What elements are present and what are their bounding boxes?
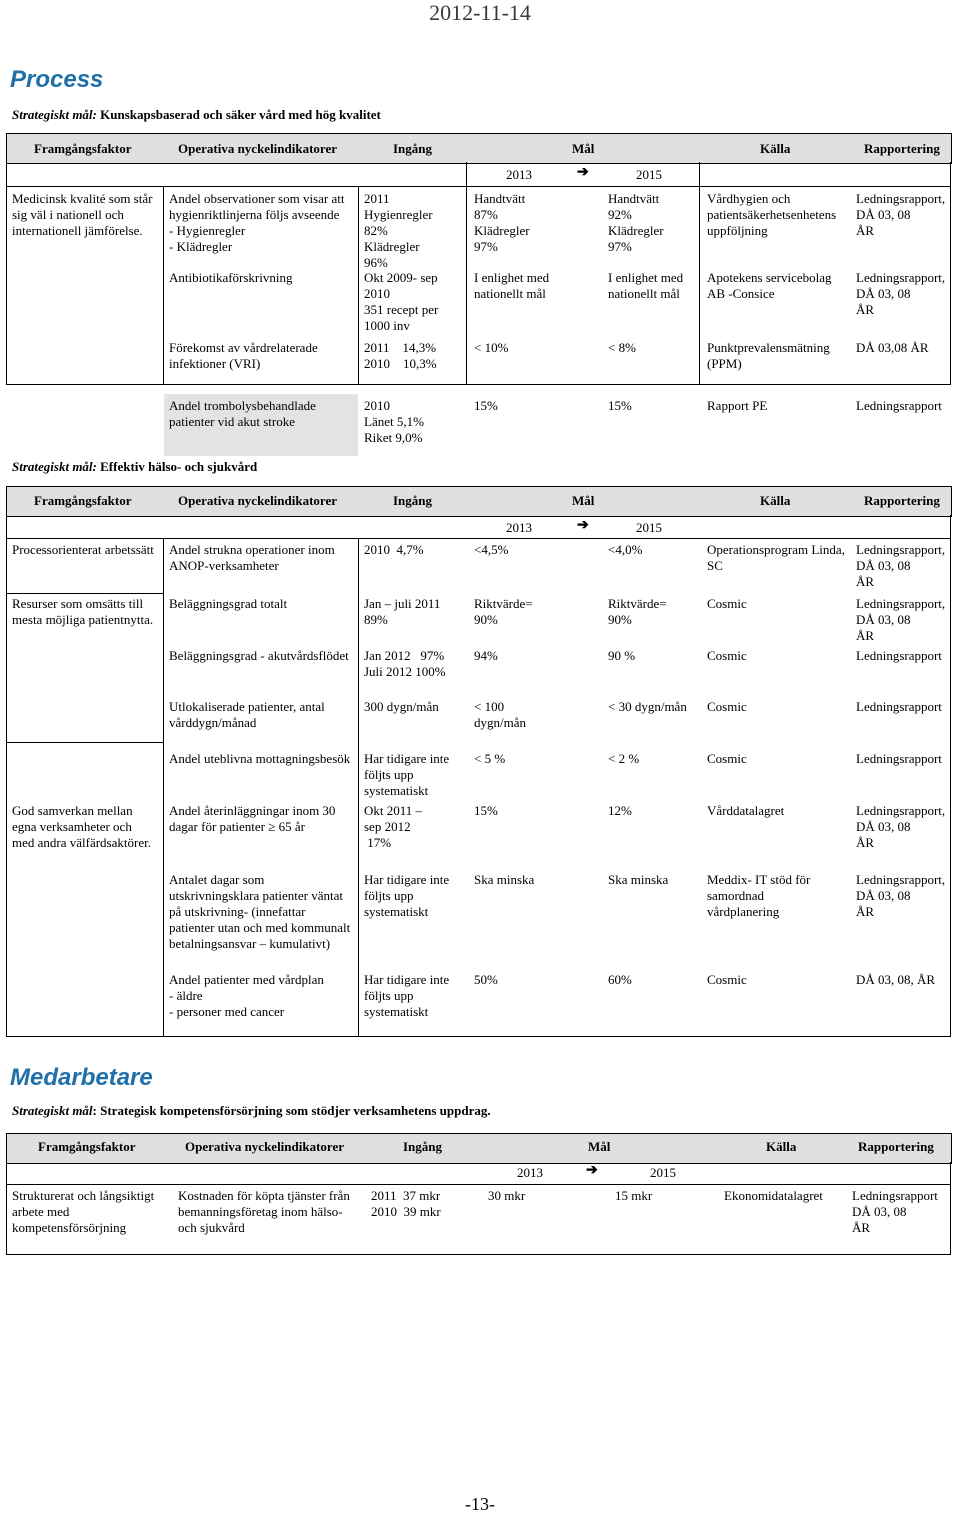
year-2015: 2015 bbox=[636, 167, 662, 182]
arrow-right-icon: ➔ bbox=[577, 165, 589, 180]
goal2013-stroke: 15% bbox=[474, 398, 498, 413]
rule bbox=[950, 515, 951, 1036]
factor-resources: Resurser som omsätts till mesta möjliga patientnytta. bbox=[12, 596, 154, 627]
indicator-stroke: Andel trombolysbehandlade patienter vid akut stroke bbox=[169, 398, 316, 429]
goal-prefix: Strategiskt mål: bbox=[12, 459, 97, 474]
report-staffing-cost: Ledningsrapport DÅ 03, 08 ÅR bbox=[852, 1188, 938, 1235]
report-cancelled-ops: Ledningsrapport, DÅ 03, 08 ÅR bbox=[856, 542, 946, 589]
indicator-antibiotics: Antibiotikaförskrivning bbox=[169, 270, 293, 285]
header-input: Ingång bbox=[403, 1139, 443, 1154]
goal2013-occupancy: Riktvärde= 90% bbox=[474, 596, 533, 627]
source-hygiene: Vårdhygien och patientsäkerhetsenhetens uppföljning bbox=[707, 191, 837, 238]
header-goal: Mål bbox=[588, 1139, 611, 1154]
rule bbox=[699, 162, 700, 384]
goal2015-missed-visits: < 2 % bbox=[608, 751, 640, 766]
header-source: Källa bbox=[766, 1139, 797, 1154]
input-stroke: 2010 Länet 5,1% Riket 9,0% bbox=[364, 398, 424, 445]
goal2013-outplaced: < 100 dygn/mån bbox=[474, 699, 526, 730]
source-occupancy: Cosmic bbox=[707, 596, 747, 611]
report-readmissions: Ledningsrapport, DÅ 03, 08 ÅR bbox=[856, 803, 946, 850]
rule bbox=[6, 1036, 951, 1037]
goal2013-staffing-cost: 30 mkr bbox=[488, 1188, 526, 1203]
header-input: Ingång bbox=[393, 493, 433, 508]
header-factor: Framgångsfaktor bbox=[34, 493, 132, 508]
indicator-vri: Förekomst av vårdrelaterade infektioner (VRI) bbox=[169, 340, 318, 371]
report-acute-occupancy: Ledningsrapport bbox=[856, 648, 942, 663]
factor-competence: Strukturerat och långsiktigt arbete med kompetensförsörjning bbox=[12, 1188, 155, 1235]
year-2015: 2015 bbox=[650, 1165, 676, 1180]
header-input: Ingång bbox=[393, 141, 433, 156]
factor-cooperation: God samverkan mellan egna verksamheter och med andra välfärdsaktörer. bbox=[12, 803, 151, 850]
arrow-right-icon: ➔ bbox=[577, 518, 589, 533]
factor-medical-quality: Medicinsk kvalité som står sig väl i nationell och internationell jämförelse. bbox=[12, 191, 153, 238]
indicator-readmissions: Andel återinläggningar inom 30 dagar för patienter ≥ 65 år bbox=[169, 803, 336, 834]
indicator-cancelled-ops: Andel strukna operationer inom ANOP-verksamheter bbox=[169, 542, 335, 573]
rule bbox=[163, 539, 164, 1036]
indicator-occupancy: Beläggningsgrad totalt bbox=[169, 596, 288, 611]
goal-text: : Strategisk kompetensförsörjning som stödjer verksamhetens uppdrag. bbox=[92, 1103, 491, 1118]
goal2013-antibiotics: I enlighet med nationellt mål bbox=[474, 270, 550, 301]
page-number: -13- bbox=[465, 1494, 495, 1514]
rule bbox=[950, 1162, 951, 1254]
source-care-plan: Cosmic bbox=[707, 972, 747, 987]
input-outplaced: 300 dygn/mån bbox=[364, 699, 439, 714]
indicator-discharge-days: Antalet dagar som utskrivningsklara patienter väntat på utskrivning- (innefattar patienter utan och med kommunalt betalningsansvar – kumulativt) bbox=[169, 872, 351, 951]
source-vri: Punktprevalensmätning (PPM) bbox=[707, 340, 830, 371]
input-staffing-cost: 2011 37 mkr 2010 39 mkr bbox=[371, 1188, 441, 1219]
goal2015-readmissions: 12% bbox=[608, 803, 632, 818]
rule bbox=[6, 384, 951, 385]
indicator-care-plan: Andel patienter med vårdplan - äldre - personer med cancer bbox=[169, 972, 324, 1019]
header-factor: Framgångsfaktor bbox=[38, 1139, 136, 1154]
goal2013-cancelled-ops: <4,5% bbox=[474, 542, 509, 557]
rule bbox=[358, 187, 359, 384]
header-reporting: Rapportering bbox=[864, 493, 940, 508]
goal2015-outplaced: < 30 dygn/mån bbox=[608, 699, 687, 714]
goal2013-vri: < 10% bbox=[474, 340, 509, 355]
goal2015-occupancy: Riktvärde= 90% bbox=[608, 596, 667, 627]
goal-prefix: Strategiskt mål bbox=[12, 1103, 93, 1118]
source-discharge-days: Meddix- IT stöd för samordnad vårdplanering bbox=[707, 872, 811, 919]
rule bbox=[6, 1184, 951, 1185]
source-acute-occupancy: Cosmic bbox=[707, 648, 747, 663]
arrow-right-icon: ➔ bbox=[586, 1163, 598, 1178]
source-missed-visits: Cosmic bbox=[707, 751, 747, 766]
goal2013-hygiene: Handtvätt 87% Klädregler 97% bbox=[474, 191, 530, 254]
goal2015-stroke: 15% bbox=[608, 398, 632, 413]
goal2013-discharge-days: Ska minska bbox=[474, 872, 535, 887]
indicator-outplaced: Utlokaliserade patienter, antal vårddygn/månad bbox=[169, 699, 325, 730]
input-hygiene: 2011 Hygienregler 82% Klädregler 96% bbox=[364, 191, 433, 270]
goal2013-acute-occupancy: 94% bbox=[474, 648, 498, 663]
rule bbox=[358, 539, 359, 1036]
source-outplaced: Cosmic bbox=[707, 699, 747, 714]
source-cancelled-ops: Operationsprogram Linda, SC bbox=[707, 542, 845, 573]
goal2015-acute-occupancy: 90 % bbox=[608, 648, 636, 663]
header-indicators: Operativa nyckelindikatorer bbox=[178, 141, 338, 156]
source-readmissions: Vårddatalagret bbox=[707, 803, 785, 818]
goal2013-care-plan: 50% bbox=[474, 972, 498, 987]
goal-text: Kunskapsbaserad och säker vård med hög kvalitet bbox=[96, 107, 381, 122]
header-source: Källa bbox=[760, 493, 791, 508]
rule bbox=[6, 538, 951, 539]
table2-header-band bbox=[6, 486, 952, 517]
input-readmissions: Okt 2011 – sep 2012 17% bbox=[364, 803, 423, 850]
goal2015-cancelled-ops: <4,0% bbox=[608, 542, 643, 557]
header-goal: Mål bbox=[572, 141, 595, 156]
goal2015-discharge-days: Ska minska bbox=[608, 872, 669, 887]
rule bbox=[6, 162, 7, 384]
indicator-staffing-cost: Kostnaden för köpta tjänster från bemanningsföretag inom hälso- och sjukvård bbox=[178, 1188, 350, 1235]
rule bbox=[6, 593, 163, 594]
report-care-plan: DÅ 03, 08, ÅR bbox=[856, 972, 936, 987]
report-antibiotics: Ledningsrapport, DÅ 03, 08 ÅR bbox=[856, 270, 946, 317]
input-discharge-days: Har tidigare inte följts upp systematiskt bbox=[364, 872, 450, 919]
goal2015-hygiene: Handtvätt 92% Klädregler 97% bbox=[608, 191, 664, 254]
year-2013: 2013 bbox=[506, 520, 532, 535]
input-care-plan: Har tidigare inte följts upp systematiskt bbox=[364, 972, 450, 1019]
header-indicators: Operativa nyckelindikatorer bbox=[185, 1139, 345, 1154]
strategic-goal-staff bbox=[12, 1103, 491, 1119]
indicator-missed-visits: Andel uteblivna mottagningsbesök bbox=[169, 751, 351, 766]
rule bbox=[6, 1162, 7, 1254]
section-title-process: Process bbox=[10, 66, 104, 93]
report-outplaced: Ledningsrapport bbox=[856, 699, 942, 714]
rule bbox=[163, 187, 164, 384]
goal-prefix: Strategiskt mål: bbox=[12, 107, 97, 122]
goal2013-missed-visits: < 5 % bbox=[474, 751, 506, 766]
indicator-acute-occupancy: Beläggningsgrad - akutvårdsflödet bbox=[169, 648, 349, 663]
rule bbox=[6, 742, 163, 743]
report-hygiene: Ledningsrapport, DÅ 03, 08 ÅR bbox=[856, 191, 946, 238]
report-stroke: Ledningsrapport bbox=[856, 398, 942, 413]
header-goal: Mål bbox=[572, 493, 595, 508]
report-vri: DÅ 03,08 ÅR bbox=[856, 340, 929, 355]
goal2015-care-plan: 60% bbox=[608, 972, 632, 987]
header-indicators: Operativa nyckelindikatorer bbox=[178, 493, 338, 508]
source-antibiotics: Apotekens servicebolag AB -Consice bbox=[707, 270, 832, 301]
rule bbox=[6, 1254, 951, 1255]
header-reporting: Rapportering bbox=[858, 1139, 934, 1154]
document-date: 2012-11-14 bbox=[429, 0, 531, 25]
table1-header-band bbox=[6, 133, 952, 164]
factor-process: Processorienterat arbetssätt bbox=[12, 542, 154, 557]
source-staffing-cost: Ekonomidatalagret bbox=[724, 1188, 823, 1203]
report-occupancy: Ledningsrapport, DÅ 03, 08 ÅR bbox=[856, 596, 946, 643]
goal-text: Effektiv hälso- och sjukvård bbox=[96, 459, 258, 474]
report-discharge-days: Ledningsrapport, DÅ 03, 08 ÅR bbox=[856, 872, 946, 919]
input-cancelled-ops: 2010 4,7% bbox=[364, 542, 424, 557]
goal2015-vri: < 8% bbox=[608, 340, 636, 355]
report-missed-visits: Ledningsrapport bbox=[856, 751, 942, 766]
year-2013: 2013 bbox=[506, 167, 532, 182]
input-missed-visits: Har tidigare inte följts upp systematiskt bbox=[364, 751, 450, 798]
input-occupancy: Jan – juli 2011 89% bbox=[364, 596, 441, 627]
year-2015: 2015 bbox=[636, 520, 662, 535]
rule bbox=[466, 162, 467, 384]
year-2013: 2013 bbox=[517, 1165, 543, 1180]
header-reporting: Rapportering bbox=[864, 141, 940, 156]
strategic-goal-1 bbox=[12, 107, 381, 123]
table3-header-band bbox=[6, 1133, 952, 1164]
source-stroke: Rapport PE bbox=[707, 398, 768, 413]
strategic-goal-2 bbox=[12, 459, 257, 475]
input-vri: 2011 14,3% 2010 10,3% bbox=[364, 340, 437, 371]
goal2013-readmissions: 15% bbox=[474, 803, 498, 818]
goal2015-antibiotics: I enlighet med nationellt mål bbox=[608, 270, 684, 301]
header-factor: Framgångsfaktor bbox=[34, 141, 132, 156]
rule bbox=[6, 186, 951, 187]
goal2015-staffing-cost: 15 mkr bbox=[615, 1188, 653, 1203]
input-acute-occupancy: Jan 2012 97% Juli 2012 100% bbox=[364, 648, 446, 679]
indicator-hygiene: Andel observationer som visar att hygienriktlinjerna följs avseende - Hygienregler - Klädregler bbox=[169, 191, 345, 254]
section-title-staff: Medarbetare bbox=[10, 1064, 153, 1091]
input-antibiotics: Okt 2009- sep 2010 351 recept per 1000 inv bbox=[364, 270, 439, 333]
header-source: Källa bbox=[760, 141, 791, 156]
